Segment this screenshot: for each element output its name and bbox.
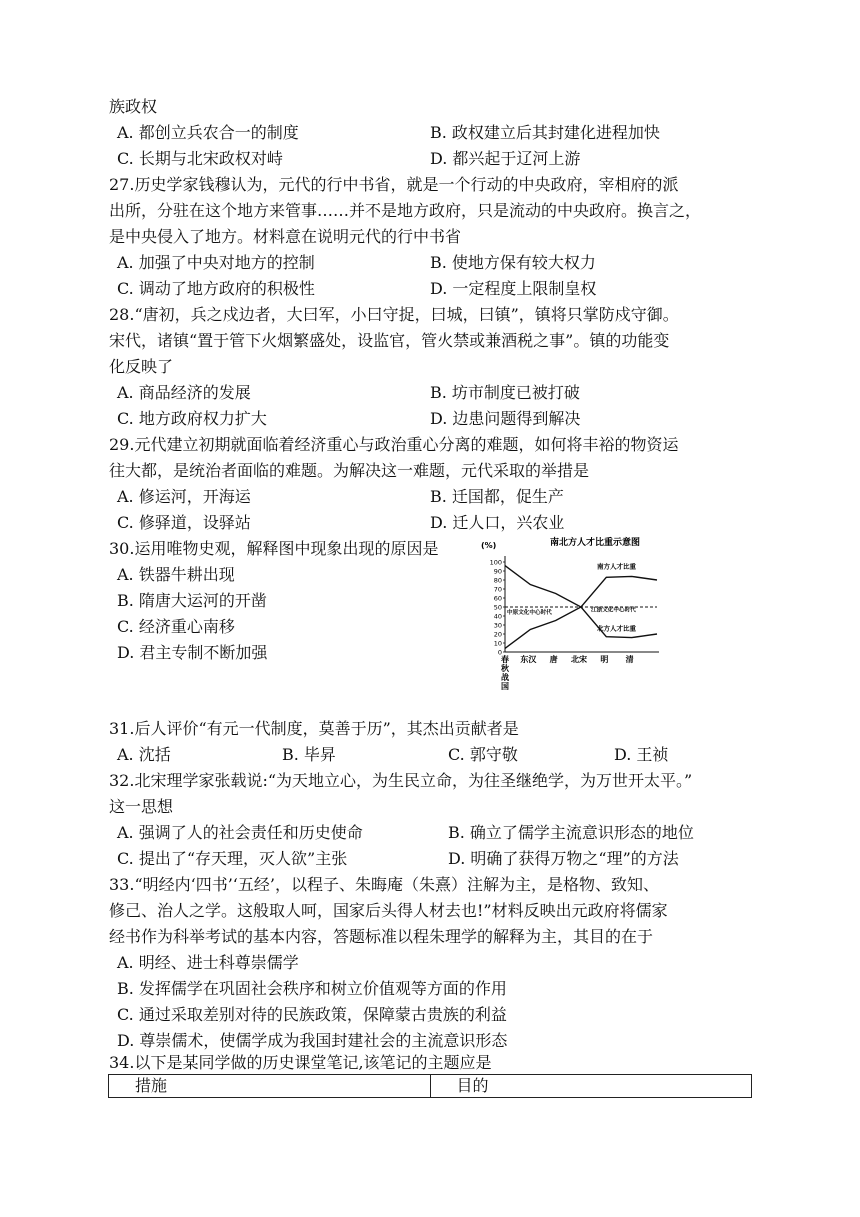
q28-stem-2: 宋代，诸镇“置于管下火烟繁盛处，设监官，管火禁或兼酒税之事”。镇的功能变 bbox=[109, 331, 670, 350]
q27-stem-2: 出所，分驻在这个地方来管事……并不是地方政府，只是流动的中央政府。换言之， bbox=[109, 201, 702, 220]
q31-option-d: D. 王祯 bbox=[614, 745, 669, 764]
q26-option-c: C. 长期与北宋政权对峙 bbox=[117, 149, 283, 168]
y-axis-label: (%) bbox=[481, 541, 497, 550]
q27-option-b: B. 使地方保有较大权力 bbox=[430, 253, 596, 272]
table-header-row bbox=[109, 1075, 752, 1098]
table-header-measure: 措施 bbox=[109, 1075, 431, 1098]
q29-option-c: C. 修驿道，设驿站 bbox=[117, 513, 251, 532]
notes-table bbox=[108, 1074, 752, 1098]
x-tick-label: 清 bbox=[625, 655, 634, 664]
x-tick-label-chunqiu: 战 bbox=[501, 673, 509, 682]
q30-option-a: A. 铁器牛耕出现 bbox=[117, 565, 235, 584]
q33-option-c: C. 通过采取差别对待的民族政策，保障蒙古贵族的利益 bbox=[117, 1005, 507, 1024]
q27-option-a: A. 加强了中央对地方的控制 bbox=[117, 253, 315, 272]
q26-stem-tail: 族政权 bbox=[109, 97, 158, 116]
y-tick-label: 70 bbox=[493, 585, 502, 594]
q31-option-a: A. 沈括 bbox=[117, 745, 171, 764]
q32-stem-2: 这一思想 bbox=[109, 797, 174, 816]
q34-stem: 34.以下是某同学做的历史课堂笔记,该笔记的主题应是 bbox=[109, 1053, 492, 1072]
q27-option-c: C. 调动了地方政府的积极性 bbox=[117, 279, 315, 298]
series-label-north: 北方人才比重 bbox=[597, 624, 636, 633]
series-label-south: 南方人才比重 bbox=[597, 562, 636, 571]
x-tick-label: 东汉 bbox=[520, 655, 537, 664]
q33-option-d: D. 尊崇儒术，使儒学成为我国封建社会的主流意识形态 bbox=[117, 1031, 508, 1050]
q30-stem: 30.运用唯物史观，解释图中现象出现的原因是 bbox=[109, 539, 439, 558]
q28-stem-1: 28.“唐初，兵之戍边者，大曰军，小曰守捉，曰城，曰镇”，镇将只掌防戍守御。 bbox=[109, 305, 679, 324]
q31-stem: 31.后人评价“有元一代制度，莫善于历”，其杰出贡献者是 bbox=[109, 719, 519, 738]
y-tick-label: 50 bbox=[493, 603, 502, 612]
q33-option-b: B. 发挥儒学在巩固社会秩序和树立价值观等方面的作用 bbox=[117, 979, 507, 998]
q29-stem-2: 往大都，是统治者面临的难题。为解决这一难题，元代采取的举措是 bbox=[109, 461, 590, 480]
x-tick-label: 唐 bbox=[549, 655, 558, 664]
talent-ratio-chart bbox=[477, 532, 665, 702]
y-tick-label: 0 bbox=[497, 648, 502, 657]
q28-option-b: B. 坊市制度已被打破 bbox=[430, 383, 580, 402]
q32-option-a: A. 强调了人的社会责任和历史使命 bbox=[117, 823, 363, 842]
y-tick-label: 100 bbox=[489, 558, 502, 567]
q26-option-a: A. 都创立兵农合一的制度 bbox=[117, 123, 299, 142]
q30-option-d: D. 君主专制不断加强 bbox=[117, 643, 268, 662]
q27-stem-1: 27.历史学家钱穆认为，元代的行中书省，就是一个行动的中央政府，宰相府的派 bbox=[109, 175, 679, 194]
y-tick-label: 60 bbox=[493, 594, 502, 603]
q33-option-a: A. 明经、进士科尊崇儒学 bbox=[117, 953, 299, 972]
q30-option-c: C. 经济重心南移 bbox=[117, 617, 235, 636]
q26-option-d: D. 都兴起于辽河上游 bbox=[430, 149, 581, 168]
y-tick-label: 20 bbox=[493, 630, 502, 639]
q28-option-c: C. 地方政府权力扩大 bbox=[117, 409, 267, 428]
y-tick-label: 90 bbox=[493, 567, 502, 576]
x-tick-label-chunqiu: 国 bbox=[501, 682, 509, 691]
q28-option-d: D. 边患问题得到解决 bbox=[430, 409, 581, 428]
q29-stem-1: 29.元代建立初期就面临着经济重心与政治重心分离的难题，如何将丰裕的物资运 bbox=[109, 435, 679, 454]
q31-option-c: C. 郭守敬 bbox=[448, 745, 518, 764]
x-tick-label-chunqiu: 春 bbox=[501, 655, 509, 664]
q32-option-b: B. 确立了儒学主流意识形态的地位 bbox=[448, 823, 694, 842]
q27-stem-3: 是中央侵入了地方。材料意在说明元代的行中书省 bbox=[109, 227, 462, 246]
q32-stem-1: 32.北宋理学家张载说:“为天地立心，为生民立命，为往圣继绝学，为万世开太平。” bbox=[109, 771, 693, 790]
y-tick-label: 10 bbox=[493, 639, 502, 648]
q33-stem-3: 经书作为科举考试的基本内容，答题标准以程朱理学的解释为主，其目的在于 bbox=[109, 927, 654, 946]
q33-stem-1: 33.“明经内‘四书’‘五经’，以程子、朱晦庵（朱熹）注解为主，是格物、致知、 bbox=[109, 875, 659, 894]
q28-option-a: A. 商品经济的发展 bbox=[117, 383, 251, 402]
x-tick-label: 明 bbox=[600, 655, 609, 664]
chart-title: 南北方人才比重示意图 bbox=[549, 538, 641, 548]
q29-option-d: D. 迁人口，兴农业 bbox=[430, 513, 565, 532]
q26-option-b: B. 政权建立后其封建化进程加快 bbox=[430, 123, 660, 142]
x-tick-label-chunqiu: 秋 bbox=[501, 664, 509, 673]
q32-option-c: C. 提出了“存天理，灭人欲”主张 bbox=[117, 849, 348, 868]
q29-option-b: B. 迁国都，促生产 bbox=[430, 487, 564, 506]
x-tick-label: 北宋 bbox=[571, 655, 587, 664]
q27-option-d: D. 一定程度上限制皇权 bbox=[430, 279, 597, 298]
q29-option-a: A. 修运河，开海运 bbox=[117, 487, 251, 506]
q28-stem-3: 化反映了 bbox=[109, 357, 174, 376]
y-tick-label: 80 bbox=[493, 576, 502, 585]
table-header-purpose: 目的 bbox=[430, 1075, 752, 1098]
q30-option-b: B. 隋唐大运河的开凿 bbox=[117, 591, 267, 610]
y-tick-label: 40 bbox=[493, 612, 502, 621]
q31-option-b: B. 毕昇 bbox=[282, 745, 336, 764]
annotation-central-plains: 中原文化中心时代 bbox=[507, 610, 552, 617]
q33-stem-2: 修己、治人之学。这般取人呵，国家后头得人材去也!”材料反映出元政府将儒家 bbox=[109, 901, 668, 920]
annotation-jiangzhe: 江浙文化中心时代 bbox=[591, 607, 636, 614]
q32-option-d: D. 明确了获得万物之“理”的方法 bbox=[448, 849, 679, 868]
y-tick-label: 30 bbox=[493, 621, 502, 630]
